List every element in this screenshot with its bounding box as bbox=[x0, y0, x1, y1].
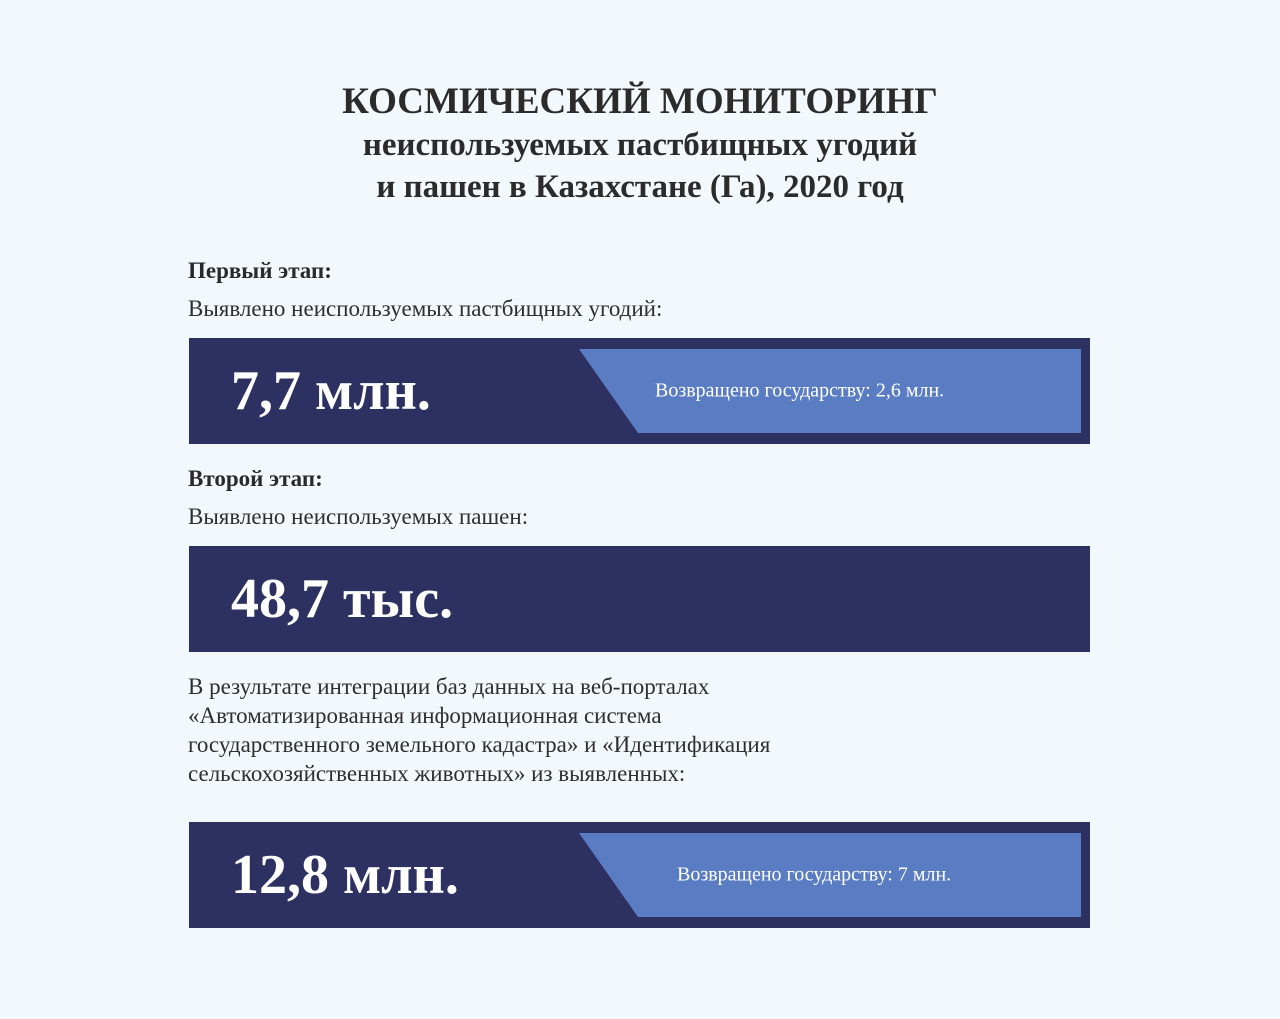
stage1-description: Выявлено неиспользуемых пастбищных угодий: bbox=[188, 296, 663, 321]
title-line-2: неиспользуемых пастбищных угодий bbox=[362, 127, 918, 163]
integration-line: В результате интеграции баз данных на веб-порталах bbox=[188, 674, 710, 699]
stage1-returned-text: Возвращено государству: 2,6 млн. bbox=[655, 379, 945, 402]
integration-line: сельскохозяйственных животных» из выявленных: bbox=[188, 761, 686, 786]
stage2-value: 48,7 тыс. bbox=[231, 568, 454, 630]
title-line-3: и пашен в Казахстане (Га), 2020 год bbox=[376, 169, 904, 205]
integration-returned-text: Возвращено государству: 7 млн. bbox=[677, 863, 952, 886]
integration-line: «Автоматизированная информационная система bbox=[188, 703, 662, 728]
integration-paragraph bbox=[188, 672, 908, 788]
integration-line: государственного земельного кадастра» и «Идентификация bbox=[188, 732, 771, 757]
stage2-label: Второй этап: bbox=[188, 466, 323, 491]
stage2-description: Выявлено неиспользуемых пашен: bbox=[188, 504, 529, 529]
stage2-value-bar bbox=[189, 546, 1090, 652]
stage1-value: 7,7 млн. bbox=[231, 360, 431, 422]
integration-value-bar bbox=[189, 822, 1090, 928]
stage1-value-bar bbox=[189, 338, 1090, 444]
page-title bbox=[0, 80, 1280, 208]
integration-value: 12,8 млн. bbox=[231, 844, 459, 906]
title-line-1: КОСМИЧЕСКИЙ МОНИТОРИНГ bbox=[342, 81, 938, 122]
stage1-label: Первый этап: bbox=[188, 258, 332, 283]
